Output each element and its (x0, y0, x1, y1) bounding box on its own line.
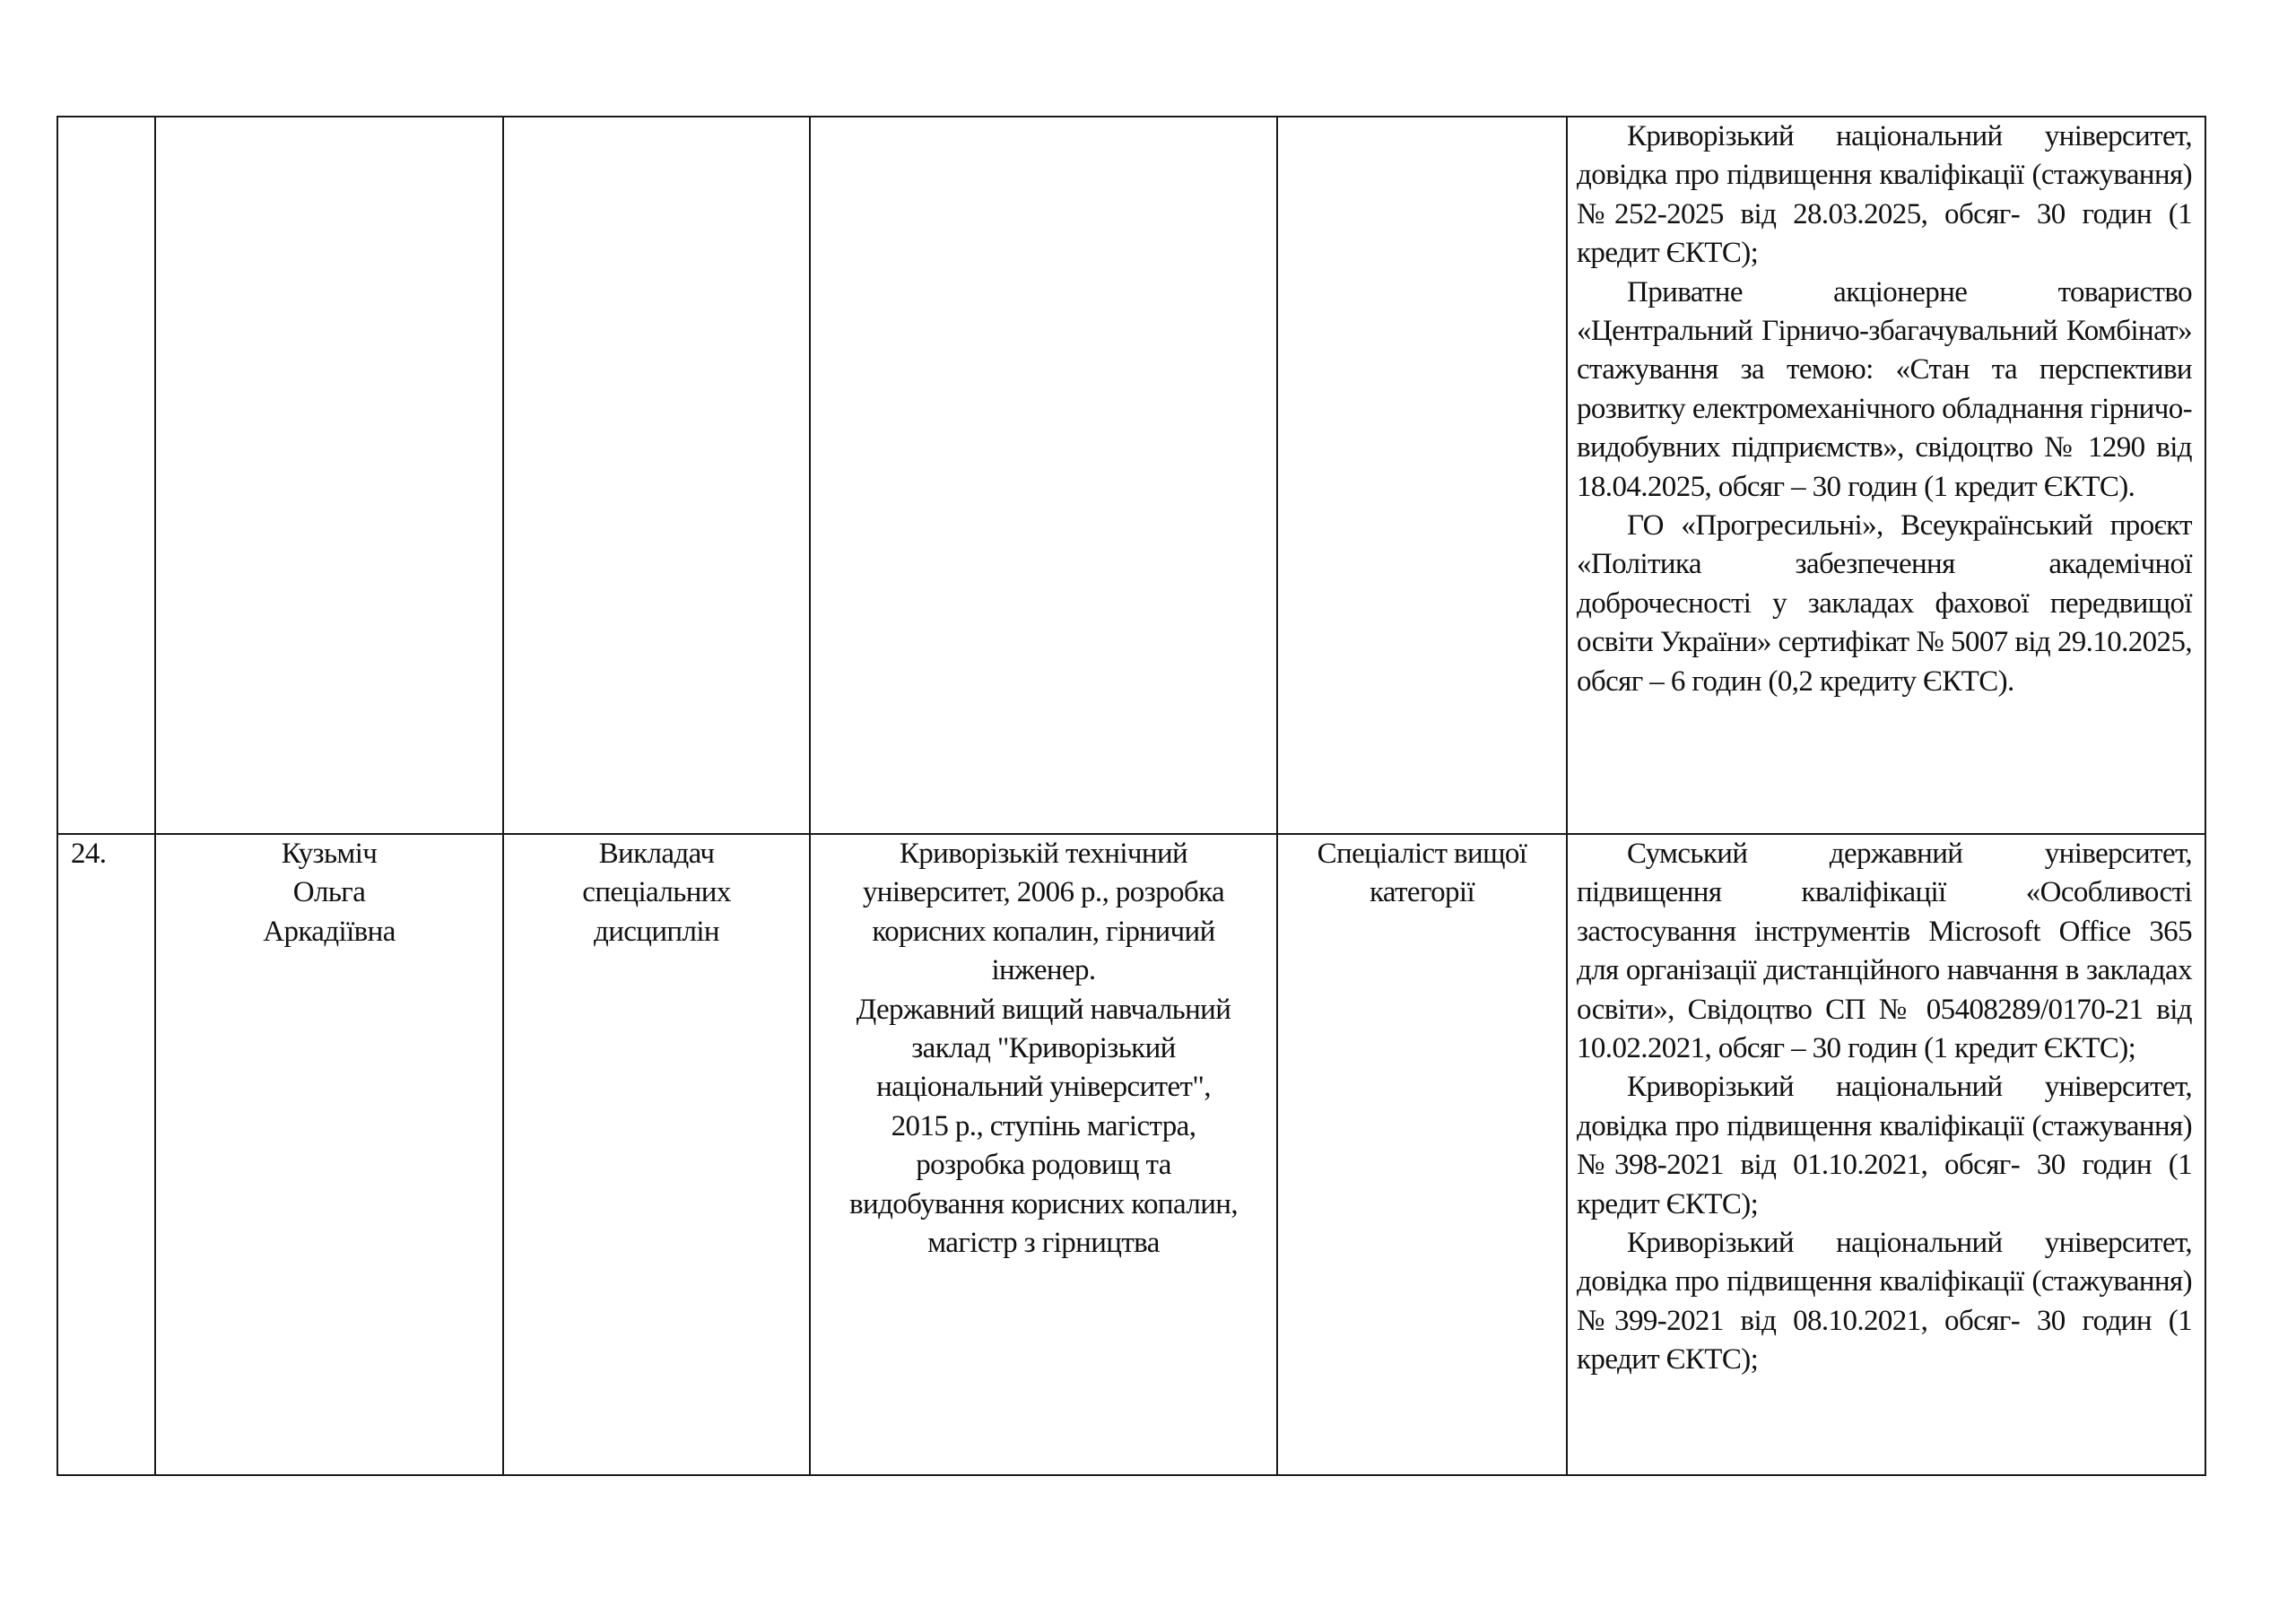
category-cell (1277, 117, 1567, 834)
first-name: Ольга (292, 876, 366, 909)
category-line: Спеціаліст вищої (1317, 838, 1527, 870)
education-line: корисних копалин, гірничий (872, 915, 1215, 948)
education-cell (810, 117, 1277, 834)
staff-qualification-table (57, 116, 2206, 1476)
education-cell (810, 834, 1277, 1475)
category-line: категорії (1369, 876, 1475, 909)
training-entry: Криворізький національний університет, довідка про підвищення кваліфікації (стажування) №398-2021 від 01.10.2021, обсяг- 30 годин (1 кредит ЄКТС); (1577, 1071, 2192, 1220)
position-line: Викладач (598, 838, 715, 870)
education-line: 2015 р., ступінь магістра, (891, 1109, 1196, 1142)
training-entry: Криворізький національний університет, довідка про підвищення кваліфікації (стажування) №252-2025 від 28.03.2025, обсяг- 30 годин (1 кредит ЄКТС); (1577, 120, 2192, 270)
position-line: спеціальних (582, 876, 731, 909)
patronymic: Аркадіївна (263, 915, 396, 948)
row-number: 24. (71, 838, 107, 870)
education-line: Державний вищий навчальний (856, 993, 1231, 1026)
category-cell (1277, 834, 1567, 1475)
education-line: університет, 2006 р., розробка (862, 876, 1225, 909)
education-line: магістр з гірництва (927, 1227, 1160, 1260)
training-entry: Сумський державний університет, підвищення кваліфікації «Особливості застосування інструментів Microsoft Office 365 для організації дистанційного навчання в закладах освіти», Свідоцтво СП № 05408289/0170-21 від 10.02.2021, обсяг – 30 годин (1 кредит ЄКТС); (1577, 838, 2192, 1065)
number-cell (57, 117, 155, 834)
training-entry: ГО «Прогресильні», Всеукраїнський проєкт «Політика забезпечення академічної доброчесності у закладах фахової передвищої освіти України» сертифікат № 5007 від 29.10.2025, обсяг – 6 годин (0,2 кредиту ЄКТС). (1577, 509, 2192, 698)
position-line: дисциплін (594, 915, 719, 948)
training-entry: Приватне акціонерне товариство «Центральний Гірничо-збагачувальний Комбінат» стажування за темою: «Стан та перспективи розвитку електромеханічного обладнання гірничо-видобувних підприємств», свідоцтво № 1290 від 18.04.2025, обсяг – 30 годин (1 кредит ЄКТС). (1577, 275, 2192, 503)
table-row-24 (57, 834, 2205, 1475)
position-cell (503, 834, 810, 1475)
education-line: видобування корисних копалин, (849, 1187, 1238, 1220)
education-line: інженер. (991, 954, 1096, 987)
table-row-continuation (57, 117, 2205, 834)
name-cell (155, 117, 503, 834)
education-line: національний університет", (876, 1071, 1211, 1104)
number-cell (57, 834, 155, 1475)
name-cell (155, 834, 503, 1475)
education-line: заклад "Криворізький (911, 1032, 1176, 1065)
surname: Кузьміч (281, 838, 378, 870)
training-cell (1567, 117, 2205, 834)
position-cell (503, 117, 810, 834)
education-line: розробка родовищ та (916, 1149, 1171, 1182)
training-cell (1567, 834, 2205, 1475)
training-entry: Криворізький національний університет, довідка про підвищення кваліфікації (стажування) №399-2021 від 08.10.2021, обсяг- 30 годин (1 кредит ЄКТС); (1577, 1227, 2192, 1376)
education-line: Криворізькій технічний (899, 838, 1188, 870)
